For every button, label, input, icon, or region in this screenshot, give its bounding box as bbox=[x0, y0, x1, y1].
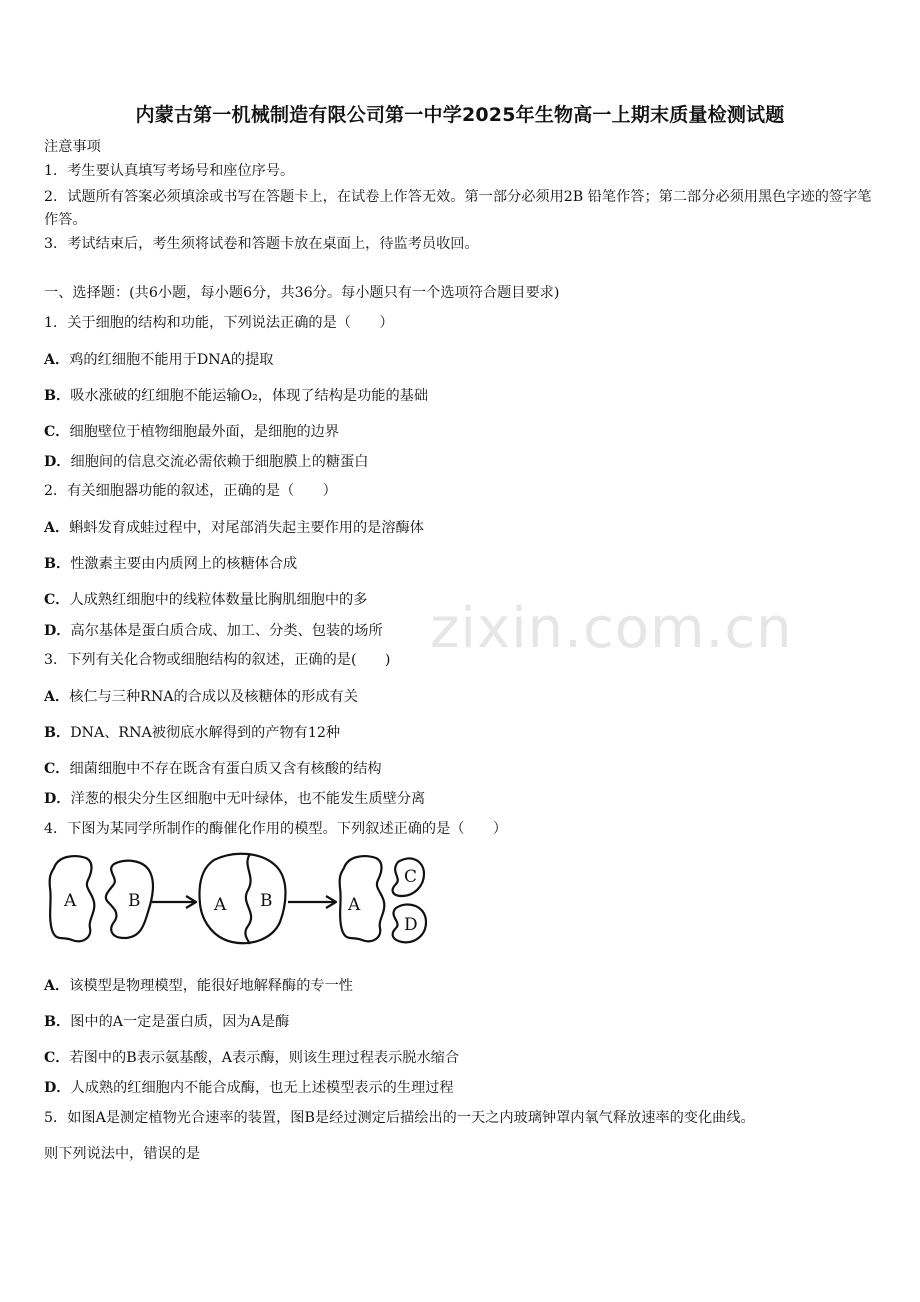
option-letter: D． bbox=[44, 623, 71, 639]
question-stem: 4．下图为某同学所制作的酶催化作用的模型。下列叙述正确的是（ ） bbox=[44, 821, 508, 837]
option-text: 核仁与三种RNA的合成以及核糖体的形成有关 bbox=[69, 689, 358, 705]
question-stem: 1．关于细胞的结构和功能，下列说法正确的是（ ） bbox=[44, 315, 394, 331]
option-a bbox=[44, 687, 358, 707]
enzyme-model-figure bbox=[44, 850, 434, 950]
option-letter: A． bbox=[44, 978, 70, 994]
option-d bbox=[44, 1078, 454, 1098]
option-c bbox=[44, 759, 382, 779]
option-text: 该模型是物理模型，能很好地解释酶的专一性 bbox=[69, 978, 353, 994]
notice-heading: 注意事项 bbox=[44, 139, 101, 155]
complex-outer-shape bbox=[200, 854, 286, 943]
option-d bbox=[44, 452, 368, 472]
option-letter: A． bbox=[44, 520, 70, 536]
section-heading: 一、选择题：(共6小题，每小题6分，共36分。每小题只有一个选项符合题目要求) bbox=[44, 285, 560, 301]
option-letter: B． bbox=[44, 725, 71, 741]
option-letter: A． bbox=[44, 352, 70, 368]
option-letter: C． bbox=[44, 424, 70, 440]
option-text: 蝌蚪发育成蛙过程中，对尾部消失起主要作用的是溶酶体 bbox=[69, 520, 424, 536]
option-letter: D． bbox=[44, 1080, 71, 1096]
question-stem: 5．如图A是测定植物光合速率的装置，图B是经过测定后描绘出的一天之内玻璃钟罩内氧气释放速率的变化曲线。 bbox=[44, 1110, 755, 1126]
notice-item: 2．试题所有答案必须填涂或书写在答题卡上，在试卷上作答无效。第一部分必须用2B 铅笔作答；第二部分必须用黑色字迹的签字笔作答。 bbox=[44, 189, 872, 228]
option-a bbox=[44, 518, 424, 538]
option-letter: D． bbox=[44, 791, 71, 807]
figure-label: A bbox=[348, 895, 361, 915]
option-letter: B． bbox=[44, 388, 71, 404]
option-b bbox=[44, 554, 297, 574]
option-c bbox=[44, 590, 367, 610]
notice-item: 3．考试结束后，考生须将试卷和答题卡放在桌面上，待监考员收回。 bbox=[44, 236, 479, 252]
option-text: DNA、RNA被彻底水解得到的产物有12种 bbox=[70, 725, 341, 741]
option-c bbox=[44, 1048, 459, 1068]
option-letter: C． bbox=[44, 592, 70, 608]
enzyme-model-diagram bbox=[44, 850, 434, 950]
exam-title: 内蒙古第一机械制造有限公司第一中学2025年生物高一上期末质量检测试题 bbox=[135, 104, 785, 126]
figure-label: A bbox=[214, 895, 227, 915]
option-text: 高尔基体是蛋白质合成、加工、分类、包装的场所 bbox=[70, 623, 383, 639]
question-stem: 3．下列有关化合物或细胞结构的叙述，正确的是( ) bbox=[44, 652, 391, 668]
option-text: 细胞间的信息交流必需依赖于细胞膜上的糖蛋白 bbox=[70, 454, 369, 470]
option-d bbox=[44, 789, 425, 809]
figure-label: C bbox=[404, 867, 418, 887]
option-text: 性激素主要由内质网上的核糖体合成 bbox=[70, 556, 298, 572]
option-text: 人成熟的红细胞内不能合成酶，也无上述模型表示的生理过程 bbox=[70, 1080, 454, 1096]
option-a bbox=[44, 350, 274, 370]
question-stem: 2．有关细胞器功能的叙述，正确的是（ ） bbox=[44, 483, 337, 499]
complex-boundary bbox=[245, 854, 251, 944]
option-letter: C． bbox=[44, 761, 70, 777]
option-letter: B． bbox=[44, 556, 71, 572]
option-text: 细胞壁位于植物细胞最外面，是细胞的边界 bbox=[69, 424, 340, 440]
option-a bbox=[44, 976, 353, 996]
enzyme-a-product-shape bbox=[340, 856, 385, 941]
option-b bbox=[44, 386, 428, 406]
figure-label: B bbox=[260, 891, 273, 911]
option-c bbox=[44, 422, 339, 442]
option-text: 吸水涨破的红细胞不能运输O₂，体现了结构是功能的基础 bbox=[70, 388, 429, 404]
notice-item: 1．考生要认真填写考场号和座位序号。 bbox=[44, 163, 295, 179]
option-letter: A． bbox=[44, 689, 70, 705]
option-text: 人成熟红细胞中的线粒体数量比胸肌细胞中的多 bbox=[69, 592, 368, 608]
option-text: 鸡的红细胞不能用于DNA的提取 bbox=[69, 352, 274, 368]
option-text: 洋葱的根尖分生区细胞中无叶绿体，也不能发生质壁分离 bbox=[70, 791, 426, 807]
option-text: 细菌细胞中不存在既含有蛋白质又含有核酸的结构 bbox=[69, 761, 382, 777]
option-letter: D． bbox=[44, 454, 71, 470]
figure-label: B bbox=[128, 891, 141, 911]
option-b bbox=[44, 1012, 289, 1032]
watermark: zixin.com.cn bbox=[430, 596, 793, 661]
question-stem-continuation: 则下列说法中，错误的是 bbox=[44, 1146, 201, 1162]
option-d bbox=[44, 621, 383, 641]
figure-label: D bbox=[404, 915, 418, 935]
figure-label: A bbox=[64, 891, 77, 911]
option-text: 图中的A一定是蛋白质，因为A是酶 bbox=[70, 1014, 290, 1030]
option-letter: B． bbox=[44, 1014, 71, 1030]
option-b bbox=[44, 723, 340, 743]
option-text: 若图中的B表示氨基酸，A表示酶，则该生理过程表示脱水缩合 bbox=[69, 1050, 460, 1066]
option-letter: C． bbox=[44, 1050, 70, 1066]
